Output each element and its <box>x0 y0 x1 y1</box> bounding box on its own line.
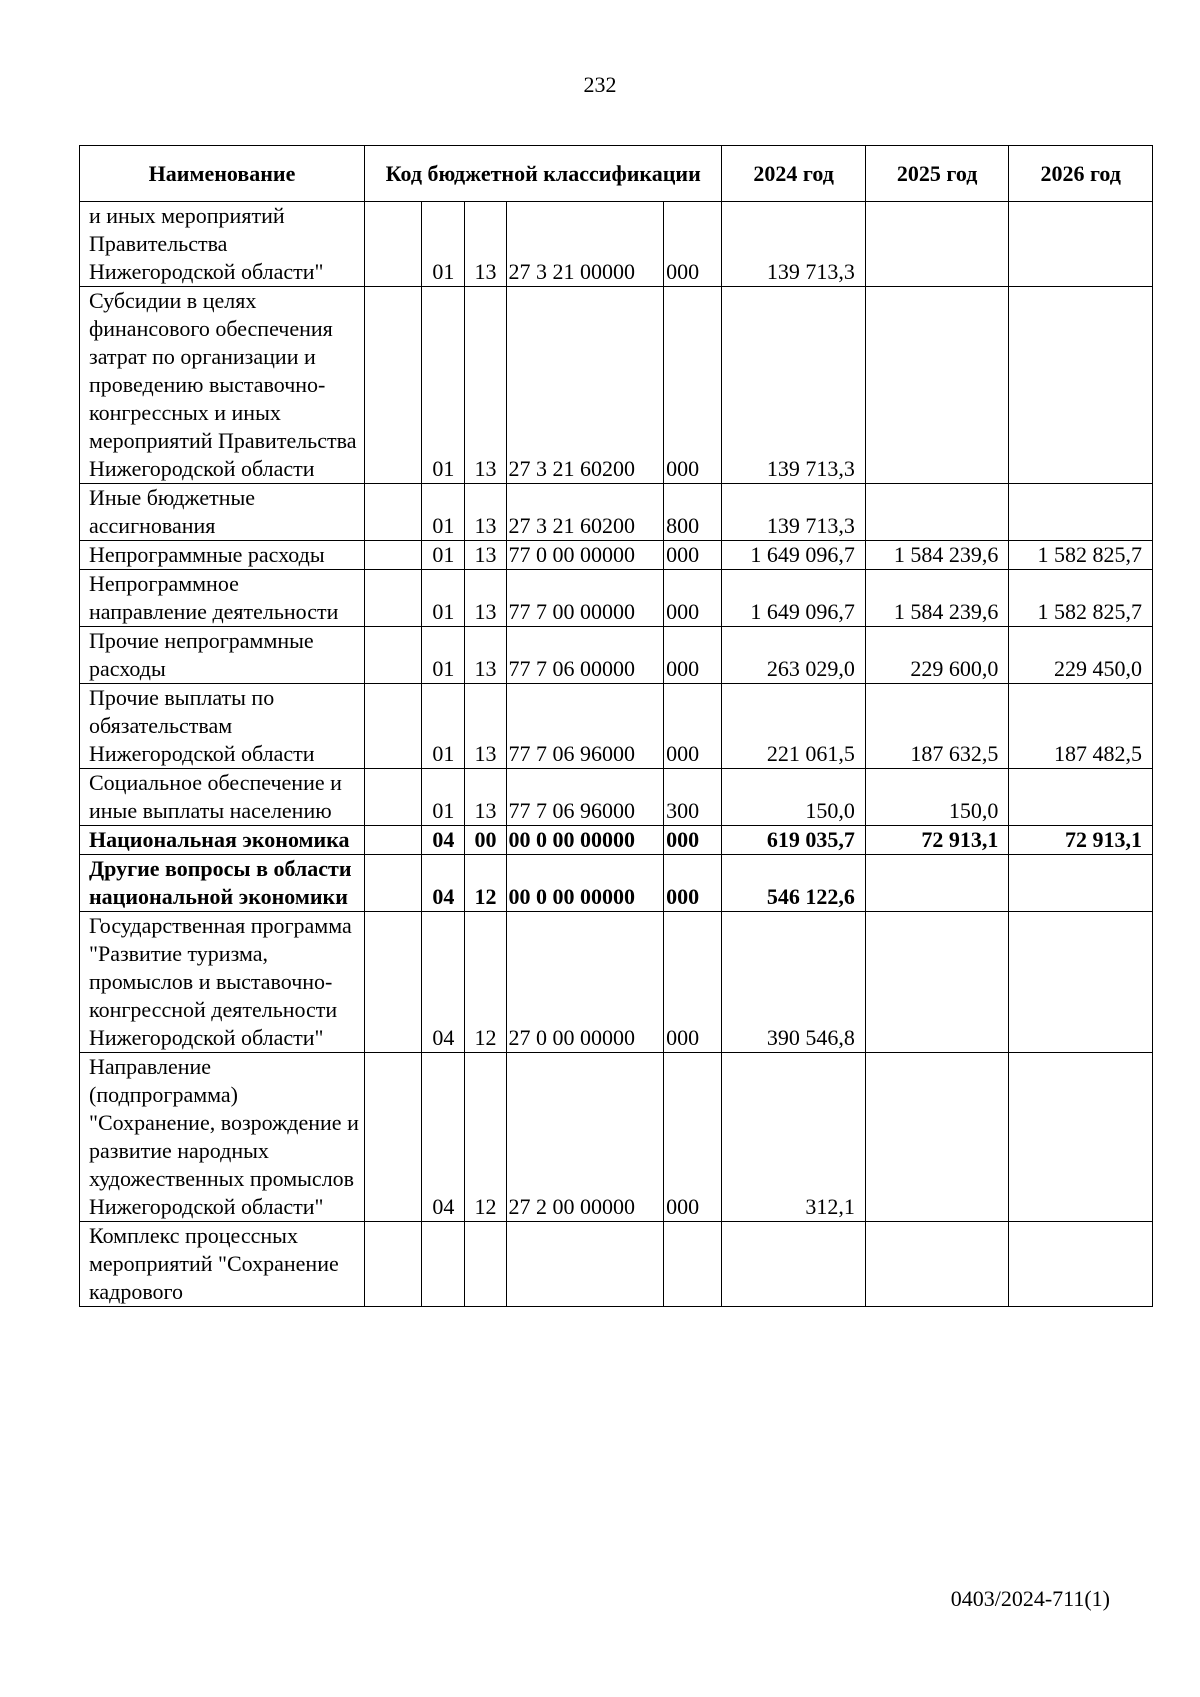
cell-name: и иных мероприятий Правительства Нижегородской области" <box>80 202 365 287</box>
cell-expense-type: 000 <box>664 202 722 287</box>
table-row <box>80 826 1153 855</box>
cell-2024: 546 122,6 <box>722 855 866 912</box>
cell-2025 <box>865 912 1009 1053</box>
cell-2024: 139 713,3 <box>722 484 866 541</box>
cell-2026 <box>1009 484 1153 541</box>
cell-name: Комплекс процессных мероприятий "Сохранение кадрового <box>80 1222 365 1307</box>
cell-target-article: 77 7 06 96000 <box>506 769 664 826</box>
cell-subsection: 13 <box>465 570 506 627</box>
cell-2025 <box>865 287 1009 484</box>
cell-subsection: 13 <box>465 627 506 684</box>
header-2025: 2025 год <box>865 146 1009 202</box>
cell-target-article: 00 0 00 00000 <box>506 826 664 855</box>
cell-subsection: 12 <box>465 1053 506 1222</box>
table-row <box>80 202 1153 287</box>
table-header-row <box>80 146 1153 202</box>
cell-blank <box>365 769 422 826</box>
cell-name: Другие вопросы в области национальной экономики <box>80 855 365 912</box>
cell-expense-type: 000 <box>664 684 722 769</box>
cell-2025 <box>865 855 1009 912</box>
table-row <box>80 1053 1153 1222</box>
page-number: 232 <box>583 72 617 97</box>
cell-section: 01 <box>422 202 465 287</box>
table-row <box>80 627 1153 684</box>
cell-2026 <box>1009 287 1153 484</box>
cell-name: Прочие непрограммные расходы <box>80 627 365 684</box>
cell-subsection <box>465 1222 506 1307</box>
cell-blank <box>365 684 422 769</box>
table-row <box>80 287 1153 484</box>
cell-2024: 1 649 096,7 <box>722 570 866 627</box>
cell-subsection: 13 <box>465 684 506 769</box>
cell-2025 <box>865 1222 1009 1307</box>
cell-2026 <box>1009 912 1153 1053</box>
cell-2026 <box>1009 202 1153 287</box>
cell-2025: 187 632,5 <box>865 684 1009 769</box>
cell-blank <box>365 912 422 1053</box>
table-body <box>80 202 1153 1307</box>
cell-section: 01 <box>422 684 465 769</box>
cell-blank <box>365 202 422 287</box>
cell-expense-type: 000 <box>664 912 722 1053</box>
cell-blank <box>365 627 422 684</box>
cell-section <box>422 1222 465 1307</box>
cell-2024: 1 649 096,7 <box>722 541 866 570</box>
cell-2025: 150,0 <box>865 769 1009 826</box>
cell-subsection: 13 <box>465 484 506 541</box>
cell-name: Непрограммные расходы <box>80 541 365 570</box>
cell-name: Социальное обеспечение и иные выплаты населению <box>80 769 365 826</box>
cell-expense-type: 300 <box>664 769 722 826</box>
cell-section: 01 <box>422 570 465 627</box>
cell-target-article <box>506 1222 664 1307</box>
cell-2026 <box>1009 1222 1153 1307</box>
cell-blank <box>365 484 422 541</box>
cell-2025: 1 584 239,6 <box>865 570 1009 627</box>
cell-expense-type: 000 <box>664 826 722 855</box>
cell-subsection: 13 <box>465 541 506 570</box>
cell-2024: 139 713,3 <box>722 202 866 287</box>
cell-2025: 229 600,0 <box>865 627 1009 684</box>
cell-2026 <box>1009 1053 1153 1222</box>
cell-expense-type: 000 <box>664 541 722 570</box>
cell-target-article: 27 2 00 00000 <box>506 1053 664 1222</box>
cell-blank <box>365 855 422 912</box>
cell-expense-type: 000 <box>664 855 722 912</box>
cell-subsection: 00 <box>465 826 506 855</box>
cell-section: 04 <box>422 855 465 912</box>
cell-target-article: 77 7 06 96000 <box>506 684 664 769</box>
cell-target-article: 00 0 00 00000 <box>506 855 664 912</box>
cell-target-article: 27 0 00 00000 <box>506 912 664 1053</box>
cell-2026 <box>1009 855 1153 912</box>
table-row <box>80 541 1153 570</box>
cell-2026: 72 913,1 <box>1009 826 1153 855</box>
cell-blank <box>365 570 422 627</box>
cell-blank <box>365 287 422 484</box>
cell-blank <box>365 826 422 855</box>
cell-target-article: 27 3 21 60200 <box>506 484 664 541</box>
header-code: Код бюджетной классификации <box>365 146 722 202</box>
cell-2026: 1 582 825,7 <box>1009 570 1153 627</box>
table-row <box>80 912 1153 1053</box>
budget-table <box>79 145 1153 1307</box>
cell-expense-type: 000 <box>664 1053 722 1222</box>
cell-2026: 229 450,0 <box>1009 627 1153 684</box>
header-2024: 2024 год <box>722 146 866 202</box>
cell-name: Государственная программа "Развитие туризма, промыслов и выставочно-конгрессной деятельности Нижегородской области" <box>80 912 365 1053</box>
cell-section: 01 <box>422 627 465 684</box>
cell-2024: 150,0 <box>722 769 866 826</box>
header-2026: 2026 год <box>1009 146 1153 202</box>
cell-target-article: 77 7 00 00000 <box>506 570 664 627</box>
table-row <box>80 769 1153 826</box>
cell-subsection: 12 <box>465 912 506 1053</box>
cell-blank <box>365 1222 422 1307</box>
cell-name: Прочие выплаты по обязательствам Нижегородской области <box>80 684 365 769</box>
cell-name: Субсидии в целях финансового обеспечения затрат по организации и проведению выставочно-конгрессных и иных мероприятий Правительства Нижегородской области <box>80 287 365 484</box>
cell-name: Направление (подпрограмма) "Сохранение, возрождение и развитие народных художественных промыслов Нижегородской области" <box>80 1053 365 1222</box>
cell-2024: 390 546,8 <box>722 912 866 1053</box>
cell-section: 04 <box>422 826 465 855</box>
cell-blank <box>365 1053 422 1222</box>
cell-target-article: 27 3 21 60200 <box>506 287 664 484</box>
cell-2025: 1 584 239,6 <box>865 541 1009 570</box>
cell-subsection: 12 <box>465 855 506 912</box>
cell-section: 04 <box>422 912 465 1053</box>
document-id: 0403/2024-711(1) <box>950 1586 1110 1611</box>
cell-section: 04 <box>422 1053 465 1222</box>
cell-2024: 221 061,5 <box>722 684 866 769</box>
table-row <box>80 570 1153 627</box>
cell-blank <box>365 541 422 570</box>
table-row <box>80 484 1153 541</box>
cell-2025 <box>865 202 1009 287</box>
cell-2026 <box>1009 769 1153 826</box>
cell-expense-type <box>664 1222 722 1307</box>
cell-section: 01 <box>422 769 465 826</box>
cell-expense-type: 000 <box>664 287 722 484</box>
cell-name: Национальная экономика <box>80 826 365 855</box>
cell-name: Непрограммное направление деятельности <box>80 570 365 627</box>
cell-2025: 72 913,1 <box>865 826 1009 855</box>
cell-section: 01 <box>422 484 465 541</box>
cell-2026: 1 582 825,7 <box>1009 541 1153 570</box>
cell-2024: 619 035,7 <box>722 826 866 855</box>
cell-2024: 139 713,3 <box>722 287 866 484</box>
cell-expense-type: 000 <box>664 570 722 627</box>
cell-expense-type: 000 <box>664 627 722 684</box>
cell-2024 <box>722 1222 866 1307</box>
table-row <box>80 1222 1153 1307</box>
cell-2025 <box>865 484 1009 541</box>
cell-target-article: 27 3 21 00000 <box>506 202 664 287</box>
cell-subsection: 13 <box>465 287 506 484</box>
header-name: Наименование <box>80 146 365 202</box>
table-row <box>80 855 1153 912</box>
cell-subsection: 13 <box>465 769 506 826</box>
cell-2024: 263 029,0 <box>722 627 866 684</box>
cell-2026: 187 482,5 <box>1009 684 1153 769</box>
cell-target-article: 77 7 06 00000 <box>506 627 664 684</box>
cell-section: 01 <box>422 541 465 570</box>
cell-name: Иные бюджетные ассигнования <box>80 484 365 541</box>
cell-target-article: 77 0 00 00000 <box>506 541 664 570</box>
cell-2024: 312,1 <box>722 1053 866 1222</box>
cell-section: 01 <box>422 287 465 484</box>
cell-expense-type: 800 <box>664 484 722 541</box>
table-row <box>80 684 1153 769</box>
cell-2025 <box>865 1053 1009 1222</box>
cell-subsection: 13 <box>465 202 506 287</box>
